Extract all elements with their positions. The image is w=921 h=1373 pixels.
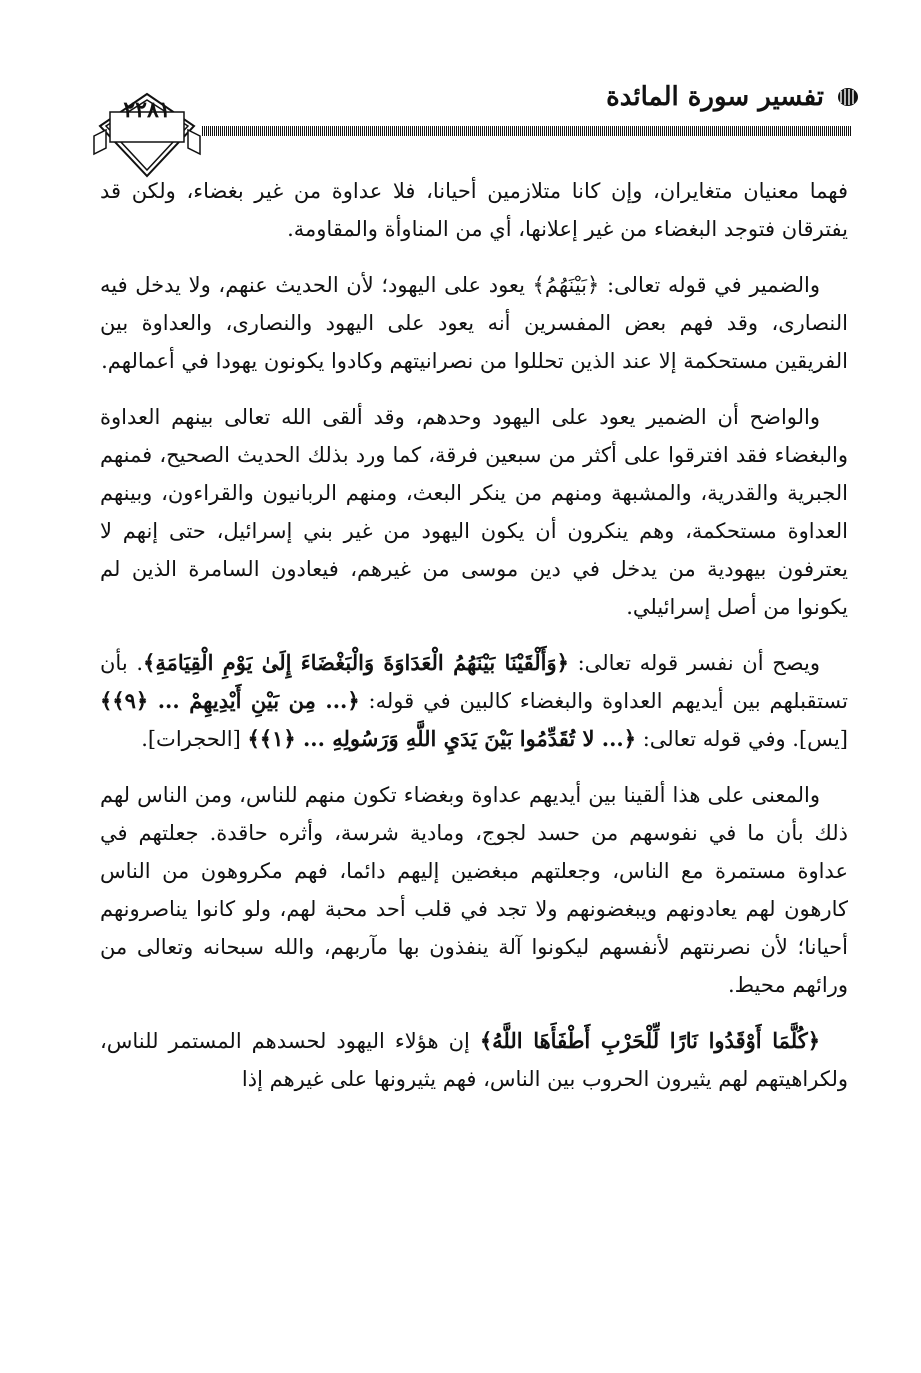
body-text: [يس]. وفي قوله تعالى: <box>636 727 848 751</box>
paragraph <box>100 644 848 758</box>
paragraph: والضمير في قوله تعالى: ﴿بَيْنَهُمُ﴾ يعود على اليهود؛ لأن الحديث عنهم، ولا يدخل فيه النصارى، وقد فهم بعض المفسرين أنه يعود على اليهود والنصارى، والعداوة بين الفريقين مستحكمة إلا عند الذين تحللوا من نصرانيتهم وكادوا يكونون يهودا في أعمالهم. <box>100 273 848 373</box>
page-body <box>100 172 848 1116</box>
paragraph: والواضح أن الضمير يعود على اليهود وحدهم، وقد ألقى الله تعالى بينهم العداوة والبغضاء فقد افترقوا على أكثر من سبعين فرقة، كما ورد بذلك الحديث الصحيح، فمنهم الجبرية والقدرية، والمشبهة ومنهم من ينكر البعث، ومنهم الربانيون والقراءون، وبينهم العداوة مستحكمة، وهم ينكرون أن يكون اليهود من غير بني إسرائيل، حتى إنهم لا يعترفون بيهودية من يدخل في دين موسى من غيرهم، فيعادون السامرة الذين لم يكونوا من أصل إسرائيلي. <box>100 405 848 619</box>
header-rule <box>202 126 852 136</box>
paragraph <box>100 1022 848 1098</box>
paragraph: فهما معنيان متغايران، وإن كانا متلازمين أحيانا، فلا عداوة من غير بغضاء، ولكن قد يفترقان فتوجد البغضاء من غير إعلانها، أي من المناوأة والمقاومة. <box>100 179 848 241</box>
quran-quote: ﴿... مِن بَيْنِ أَيْدِيهِمْ ... ﴿٩﴾﴾ <box>100 688 360 713</box>
body-text: إن هؤلاء اليهود لحسدهم المستمر للناس، ولكراهيتهم لهم يثيرون الحروب بين الناس، فهم يثيرونها على غيرهم إذا <box>100 1029 848 1091</box>
body-text: [الحجرات]. <box>141 727 248 751</box>
flower-ornament-icon <box>836 86 860 108</box>
quran-quote: ﴿وَأَلْقَيْنَا بَيْنَهُمُ الْعَدَاوَةَ وَالْبَغْضَاءَ إِلَىٰ يَوْمِ الْقِيَامَةِ﴾ <box>143 650 569 675</box>
page-number: ٢٢٨١ <box>123 97 171 123</box>
page-header <box>92 72 860 182</box>
body-text: ويصح أن نفسر قوله تعالى: <box>568 651 820 675</box>
running-title: تفسير سورة المائدة <box>606 82 824 112</box>
quran-quote: ﴿... لا تُقَدِّمُوا بَيْنَ يَدَيِ اللَّهِ وَرَسُولِهِ ... ﴿١﴾﴾ <box>247 726 637 751</box>
body-text: . بأن تستقبلهم بين أيديهم العداوة والبغضاء كالبين في قوله: <box>100 651 849 713</box>
paragraph: والمعنى على هذا ألقينا بين أيديهم عداوة وبغضاء تكون منهم للناس، ومن الناس لهم ذلك بأن ما في نفوسهم من حسد لجوج، ومادية شرسة، وأثره حاقدة. جعلتهم في عداوة مستمرة مع الناس، وجعلتهم مبغضين إليهم دائما، فهم مكروهون من الناس كارهون لهم يعادونهم ويبغضونهم ولا تجد في قلب أحد محبة لهم، ولو كانوا يناصرونهم أحيانا؛ لأن نصرنتهم لأنفسهم ليكونوا آلة ينفذون بها مآربهم، والله سبحانه وتعالى من ورائهم محيط. <box>100 783 848 997</box>
quran-quote: ﴿كُلَّمَا أَوْقَدُوا نَارًا لِّلْحَرْبِ أَطْفَأَهَا اللَّهُ﴾ <box>479 1028 821 1053</box>
